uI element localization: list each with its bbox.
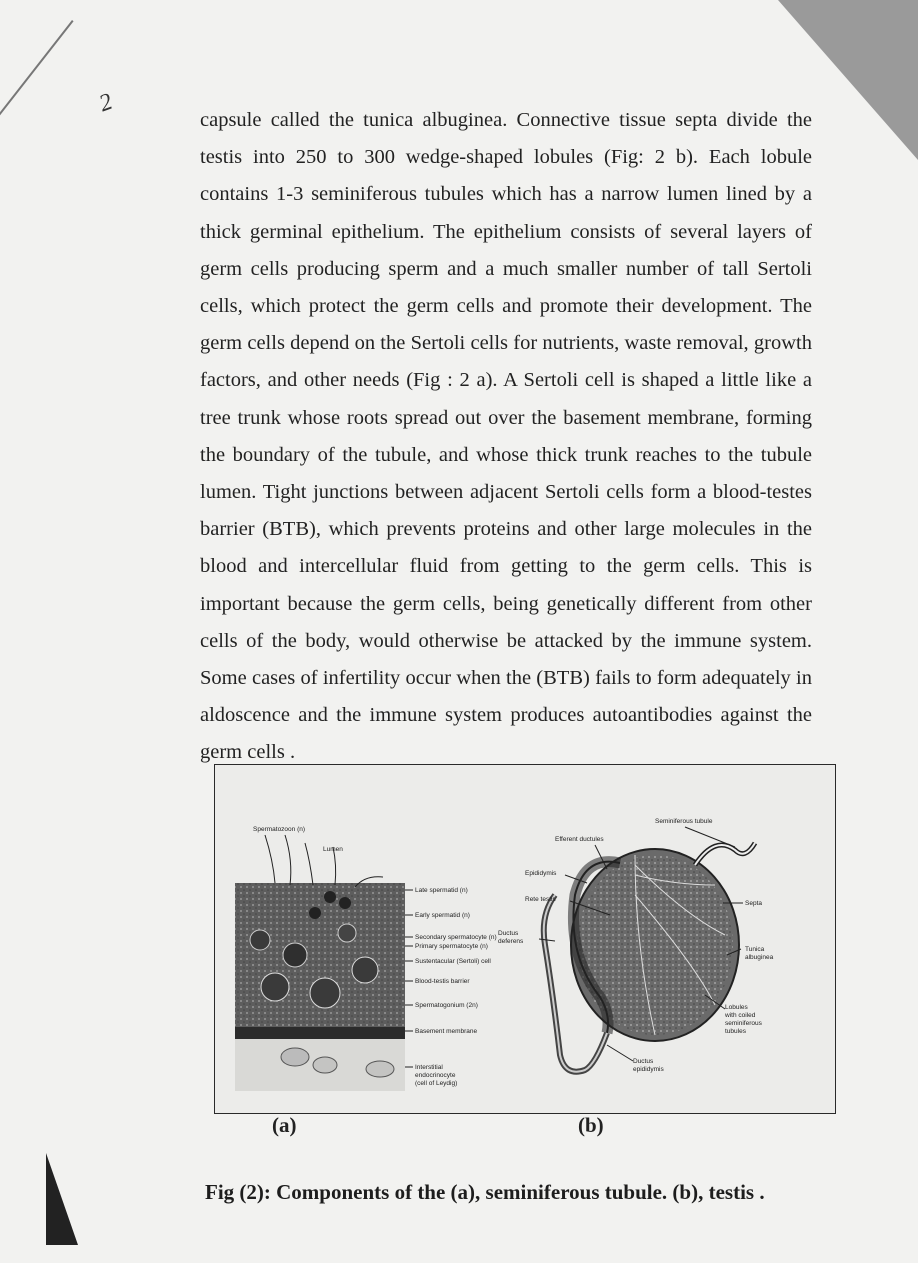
panel-a-label: (a) <box>272 1113 297 1137</box>
callout-epididymis: Epididymis <box>525 870 557 877</box>
figure-2 <box>214 764 836 1114</box>
callout-blood-testis-barrier: Blood-testis barrier <box>415 978 470 985</box>
corner-mark <box>46 1153 78 1245</box>
panel-b-drawing <box>539 827 755 1072</box>
panel-a-drawing <box>235 835 413 1091</box>
callout-lobules-3: seminiferous <box>725 1020 762 1027</box>
callout-ductus-deferens-1: Ductus <box>498 930 519 937</box>
callout-secondary-spermatocyte: Secondary spermatocyte (n) <box>415 934 497 941</box>
callout-early-spermatid: Early spermatid (n) <box>415 912 470 919</box>
callout-seminiferous-tubule: Seminiferous tubule <box>655 818 713 825</box>
callout-late-spermatid: Late spermatid (n) <box>415 887 468 894</box>
callout-efferent-ductules: Efferent ductules <box>555 836 604 843</box>
callout-tunica-1: Tunica <box>745 946 765 953</box>
callout-lumen: Lumen <box>323 846 343 853</box>
callout-ductus-epididymis-1: Ductus <box>633 1058 654 1065</box>
callout-lobules-4: tubules <box>725 1028 746 1035</box>
body-paragraph: capsule called the tunica albuginea. Connective tissue septa divide the testis into 250 to 300 wedge-shaped lobules (Fig: 2 b). Each lobule contains 1-3 seminiferous tubules which has a narrow lumen lined by a thick germinal epithelium. The epithelium consists of several layers of germ cells producing sperm and a much smaller number of tall Sertoli cells, which protect the germ cells and promote their development. The germ cells depend on the Sertoli cells for nutrients, waste removal, growth factors, and other needs (Fig : 2 a). A Sertoli cell is shaped a little like a tree trunk whose roots spread out over the basement membrane, forming the boundary of the tubule, and whose thick trunk reaches to the tubule lumen. Tight junctions between adjacent Sertoli cells form a blood-testes barrier (BTB), which prevents proteins and other large molecules in the blood and intercellular fluid from getting to the germ cells. This is important because the germ cells, being genetically different from other cells of the body, would otherwise be attacked by the immune system. Some cases of infertility occur when the (BTB) fails to form adequately in aldoscence and the immune system produces autoantibodies against the germ cells . <box>200 109 812 764</box>
callout-rete-testis: Rete testis <box>525 896 556 903</box>
panel-b-label: (b) <box>578 1113 604 1137</box>
figure-2-illustration <box>215 765 835 1113</box>
callout-tunica-2: albuginea <box>745 954 774 961</box>
callout-interstitial-1: Interstitial <box>415 1064 443 1071</box>
figure-caption: Fig (2): Components of the (a), seminiferous tubule. (b), testis . <box>205 1180 765 1204</box>
callout-basement-membrane: Basement membrane <box>415 1028 478 1035</box>
callout-spermatozoon: Spermatozoon (n) <box>253 826 306 833</box>
callout-ductus-deferens-2: deferens <box>498 938 524 945</box>
callout-septa: Septa <box>745 900 762 907</box>
callout-sertoli-cell: Sustentacular (Sertoli) cell <box>415 958 491 965</box>
callout-ductus-epididymis-2: epididymis <box>633 1066 664 1073</box>
callout-spermatogonium: Spermatogonium (2n) <box>415 1002 478 1009</box>
callout-interstitial-2: endocrinocyte <box>415 1072 456 1079</box>
page-number: 2 <box>95 88 116 118</box>
callout-lobules-1: Lobules <box>725 1004 748 1011</box>
callout-interstitial-3: (cell of Leydig) <box>415 1080 458 1087</box>
callout-lobules-2: with coiled <box>725 1012 756 1019</box>
callout-primary-spermatocyte: Primary spermatocyte (n) <box>415 943 488 950</box>
margin-pen-stroke <box>0 20 74 132</box>
